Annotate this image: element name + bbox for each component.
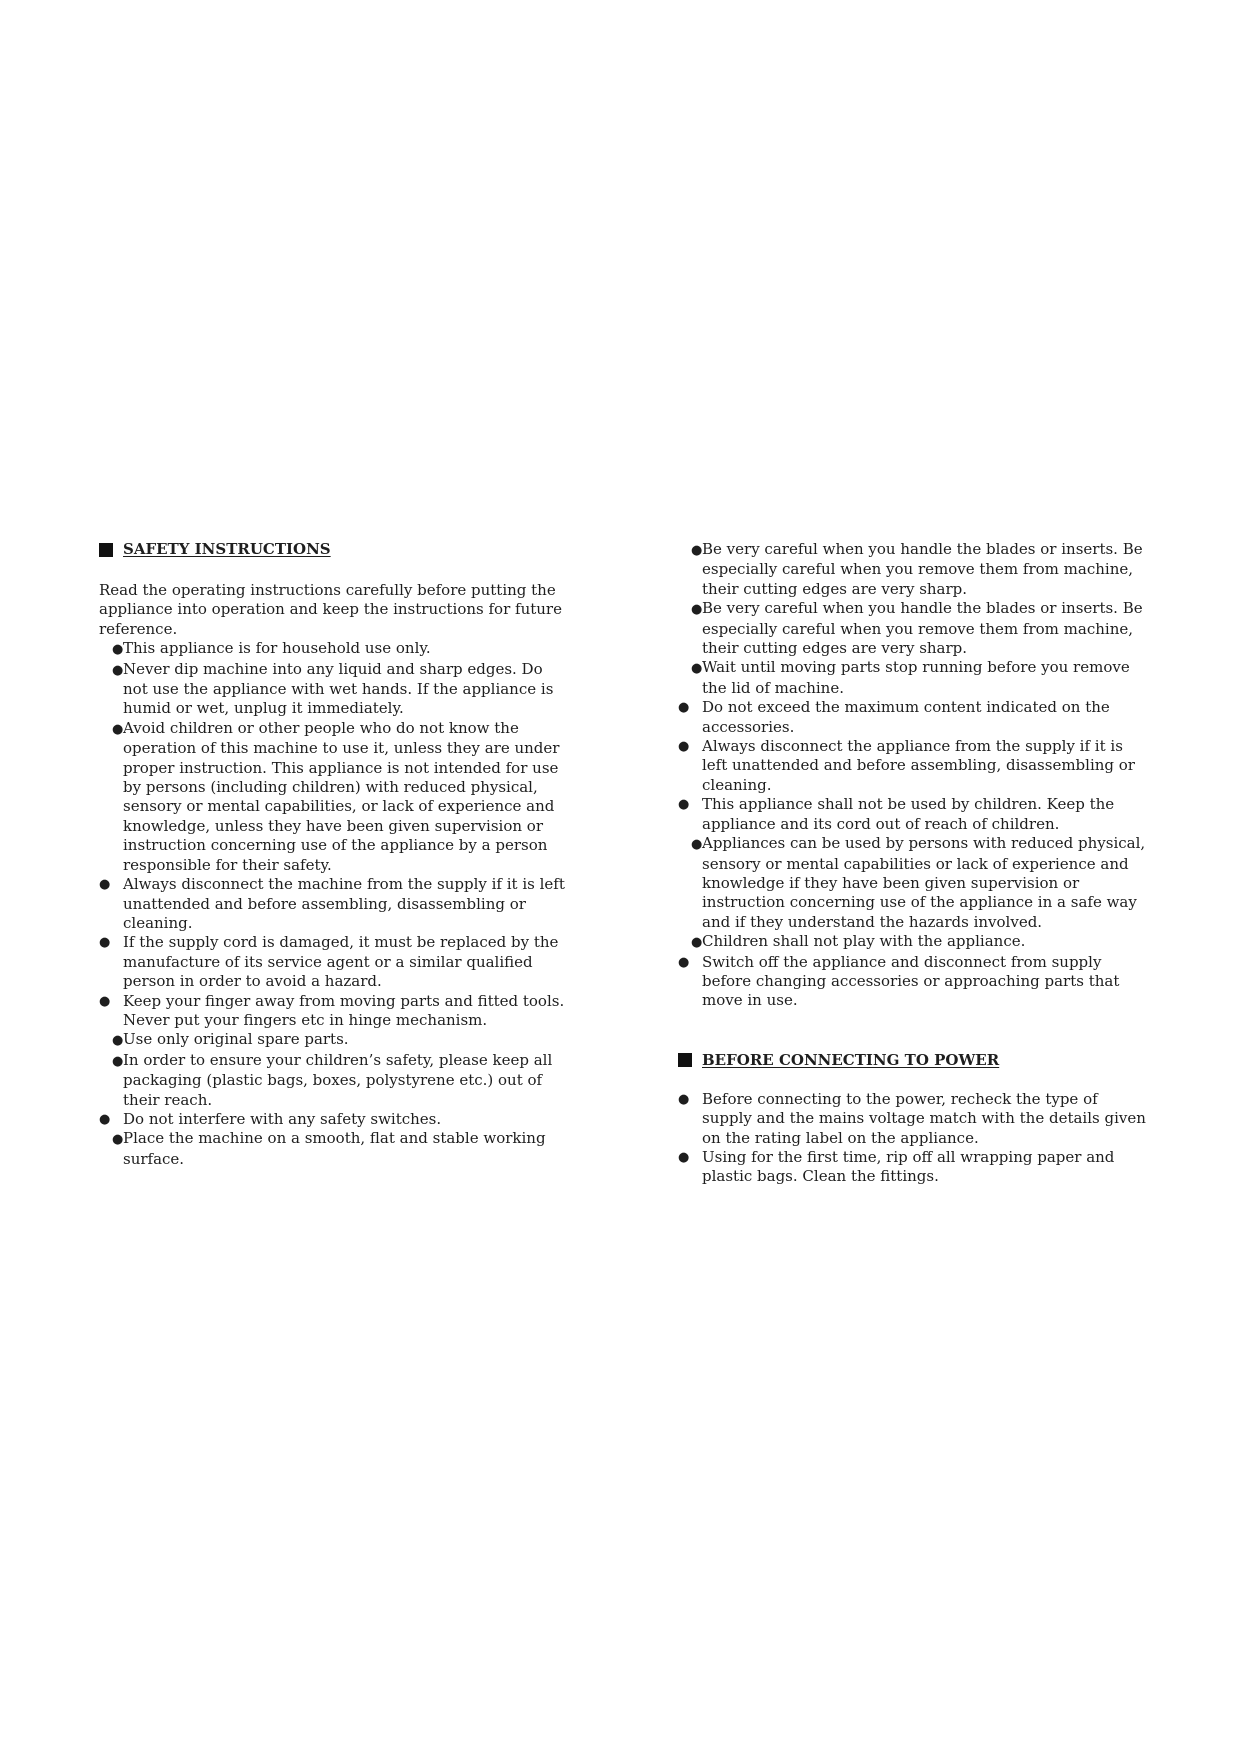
bullet-icon: ●	[112, 1053, 124, 1069]
list-item: ●Children shall not play with the appliance.	[678, 932, 1148, 952]
bullet-icon: ●	[691, 543, 703, 558]
list-item: ●Never dip machine into any liquid and sharp edges. Do not use the appliance with wet hands. If the appliance is humid or wet, unplug it immediately.	[112, 659, 554, 718]
bullet-icon: ●	[678, 700, 690, 716]
bullet-icon: ●	[691, 661, 703, 677]
bullet-icon: ●	[678, 954, 690, 970]
list-item: ●Be very careful when you handle the blades or inserts. Be especially careful when you remove them from machine, their cutting edges are very sharp.	[691, 599, 1143, 658]
bullet-icon: ●	[112, 1132, 124, 1148]
safety-intro-paragraph: Read the operating instructions carefully before putting the appliance into operation and keep the instructions for future reference.	[99, 581, 562, 638]
safety-heading-text: SAFETY INSTRUCTIONS	[123, 539, 331, 558]
bullet-icon: ●	[691, 602, 703, 618]
square-bullet-icon	[678, 1053, 692, 1067]
bullet-icon: ●	[678, 1149, 690, 1165]
power-list	[678, 1090, 1148, 1187]
list-item: ●Be very careful when you handle the blades or inserts. Be especially careful when you remove them from machine, their cutting edges are very sharp.	[691, 540, 1143, 598]
safety-list	[99, 639, 569, 1169]
list-item: ● Do not interfere with any safety switches.	[99, 1109, 442, 1128]
list-item: ● Do not exceed the maximum content indicated on the accessories.	[678, 698, 1110, 736]
list-item: ●Use only original spare parts.	[99, 1030, 569, 1050]
list-item: ● If the supply cord is damaged, it must be replaced by the manufacture of its service agent or a similar qualified person in order to avoid a hazard.	[99, 933, 559, 991]
bullet-icon: ●	[99, 993, 111, 1009]
list-item: ● Keep your finger away from moving parts and fitted tools. Never put your fingers etc in hinge mechanism.	[99, 991, 565, 1029]
bullet-icon: ●	[99, 935, 111, 951]
list-item: ● This appliance shall not be used by children. Keep the appliance and its cord out of reach of children.	[678, 795, 1115, 833]
safety-instructions-heading	[99, 540, 569, 559]
before-connecting-heading	[678, 1051, 1148, 1070]
bullet-icon: ●	[99, 877, 111, 893]
bullet-icon: ●	[678, 1091, 690, 1107]
safety-list-continued	[678, 540, 1148, 1011]
list-item: ● Always disconnect the appliance from the supply if it is left unattended and before assembling, disassembling or cleaning.	[678, 737, 1135, 794]
list-item: ●This appliance is for household use only.	[99, 639, 569, 659]
bullet-icon: ●	[99, 1111, 111, 1127]
list-item: ● Before connecting to the power, recheck the type of supply and the mains voltage match with the details given on the rating label on the appliance.	[678, 1089, 1146, 1147]
list-item: ●Place the machine on a smooth, flat and stable working surface.	[112, 1129, 546, 1168]
list-item: ●Avoid children or other people who do not know the operation of this machine to use it, unless they are under proper instruction. This appliance is not intended for use by persons (including children) with reduced physical, sensory or mental capabilities, or lack of experience and knowledge, unless they have been given supervision or instruction concerning use of the appliance by a person responsible for their safety.	[112, 718, 560, 874]
bullet-icon: ●	[678, 739, 690, 755]
bullet-icon: ●	[691, 935, 703, 951]
list-item: ● Always disconnect the machine from the supply if it is left unattended and before assembling, disassembling or cleaning.	[99, 875, 565, 932]
bullet-icon: ●	[678, 797, 690, 813]
square-bullet-icon	[99, 543, 113, 557]
list-item: ●Wait until moving parts stop running before you remove the lid of machine.	[691, 658, 1130, 697]
bullet-icon: ●	[112, 662, 124, 678]
list-item: ●Appliances can be used by persons with reduced physical, sensory or mental capabilities or lack of experience and knowledge if they have been given supervision or instruction concerning use of the appliance in a safe way and if they understand the hazards involved.	[691, 834, 1146, 931]
list-item: ● Using for the first time, rip off all wrapping paper and plastic bags. Clean the fittings.	[678, 1147, 1115, 1186]
bullet-icon: ●	[112, 642, 124, 658]
power-heading-text: BEFORE CONNECTING TO POWER	[702, 1050, 1000, 1069]
list-item: ●In order to ensure your children’s safety, please keep all packaging (plastic bags, boxes, polystyrene etc.) out of their reach.	[112, 1050, 553, 1109]
right-column	[678, 540, 1148, 1187]
bullet-icon: ●	[112, 721, 124, 737]
bullet-icon: ●	[691, 837, 703, 853]
list-item: ● Switch off the appliance and disconnect from supply before changing accessories or approaching parts that move in use.	[678, 952, 1120, 1010]
bullet-icon: ●	[112, 1033, 124, 1049]
left-column	[99, 540, 569, 1169]
